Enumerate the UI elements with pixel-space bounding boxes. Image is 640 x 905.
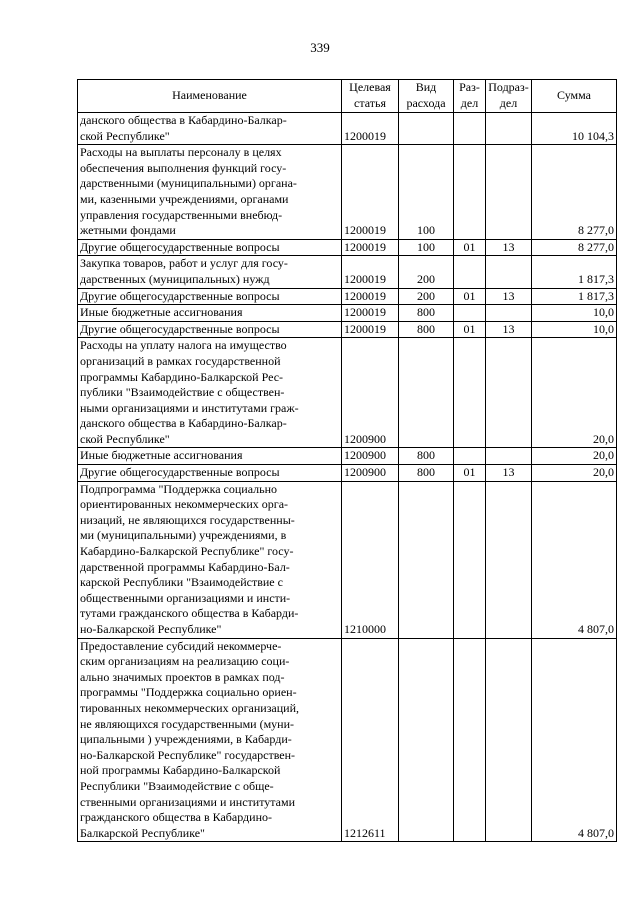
- row-type: 100: [399, 145, 454, 240]
- row-type: 800: [399, 305, 454, 322]
- row-target: 1210000: [342, 481, 399, 638]
- row-target: 1200900: [342, 338, 399, 448]
- header-section: Раз- дел: [454, 80, 486, 113]
- row-subsection: [486, 305, 532, 322]
- row-target: 1200019: [342, 305, 399, 322]
- row-section: 01: [454, 321, 486, 338]
- table-row: [78, 321, 617, 338]
- row-name: [78, 145, 342, 240]
- budget-table: [77, 79, 617, 842]
- row-section: [454, 256, 486, 288]
- header-type: Вид расхода: [399, 80, 454, 113]
- row-name-line: гражданского общества в Кабардино-: [80, 810, 272, 825]
- row-target: 1200019: [342, 256, 399, 288]
- table-row: [78, 145, 617, 240]
- row-name: [78, 465, 342, 482]
- table-row: [78, 239, 617, 256]
- row-sum: 8 277,0: [532, 145, 617, 240]
- row-name: [78, 338, 342, 448]
- row-name: [78, 239, 342, 256]
- table-row: [78, 113, 617, 145]
- row-name-line: Кабардино-Балкарской Республике" госу-: [80, 544, 294, 559]
- row-name: [78, 481, 342, 638]
- row-section: 01: [454, 239, 486, 256]
- row-subsection: [486, 113, 532, 145]
- row-name-line: Другие общегосударственные вопросы: [80, 465, 280, 480]
- row-name-line: общественными организациями и инсти-: [80, 590, 291, 605]
- row-name-line: Другие общегосударственные вопросы: [80, 239, 280, 254]
- row-type: 200: [399, 256, 454, 288]
- row-section: [454, 338, 486, 448]
- row-subsection: [486, 338, 532, 448]
- row-name-line: тутами гражданского общества в Кабарди-: [80, 606, 299, 621]
- row-name: [78, 305, 342, 322]
- row-sum: 8 277,0: [532, 239, 617, 256]
- row-name-line: дарственных (муниципальных) нужд: [80, 271, 270, 286]
- row-name-line: Расходы на выплаты персоналу в целях: [80, 145, 282, 160]
- row-sum: 20,0: [532, 465, 617, 482]
- row-sum: 20,0: [532, 338, 617, 448]
- page-number: 339: [310, 40, 330, 55]
- row-section: [454, 481, 486, 638]
- row-subsection: 13: [486, 239, 532, 256]
- row-name-line: жетными фондами: [80, 223, 176, 238]
- row-name-line: Закупка товаров, работ и услуг для госу-: [80, 256, 288, 271]
- row-name-line: Балкарской Республике": [80, 825, 205, 840]
- table-row: [78, 305, 617, 322]
- row-sum: 1 817,3: [532, 256, 617, 288]
- header-target: Целевая статья: [342, 80, 399, 113]
- row-name-line: тированных некоммерческих организаций,: [80, 700, 300, 715]
- row-name: [78, 638, 342, 842]
- row-type: 800: [399, 448, 454, 465]
- row-subsection: 13: [486, 321, 532, 338]
- header-sum: Сумма: [532, 80, 617, 113]
- row-name: [78, 448, 342, 465]
- row-name-line: обеспечения выполнения функций госу-: [80, 160, 287, 175]
- row-target: 1200019: [342, 321, 399, 338]
- row-name-line: публики "Взаимодействие с обществен-: [80, 385, 285, 400]
- row-target: 1200019: [342, 288, 399, 305]
- table-row: [78, 465, 617, 482]
- row-name: [78, 113, 342, 145]
- row-name-line: ским организациям на реализацию соци-: [80, 654, 290, 669]
- row-name-line: управления государственными внебюд-: [80, 207, 283, 222]
- row-name-line: ными организациями и институтами граж-: [80, 400, 299, 415]
- row-section: [454, 305, 486, 322]
- row-type: [399, 638, 454, 842]
- table-row: [78, 448, 617, 465]
- row-sum: 10,0: [532, 321, 617, 338]
- row-name-line: программы Кабардино-Балкарской Рес-: [80, 369, 284, 384]
- row-name-line: Предоставление субсидий некоммерче-: [80, 638, 282, 653]
- row-name-line: Другие общегосударственные вопросы: [80, 321, 280, 336]
- row-subsection: [486, 481, 532, 638]
- row-section: [454, 113, 486, 145]
- row-name: [78, 288, 342, 305]
- row-name-line: организаций в рамках государственной: [80, 353, 281, 368]
- row-name-line: не являющихся государственными (муни-: [80, 716, 295, 731]
- row-name-line: Республики "Взаимодействие с обще-: [80, 778, 274, 793]
- row-target: 1200019: [342, 113, 399, 145]
- table-header-row: [78, 80, 617, 113]
- row-sum: 4 807,0: [532, 481, 617, 638]
- row-name-line: но-Балкарской Республике": [80, 622, 222, 636]
- row-name-line: программы "Поддержка социально ориен-: [80, 685, 297, 700]
- row-type: [399, 481, 454, 638]
- row-sum: 10 104,3: [532, 113, 617, 145]
- row-sum: 4 807,0: [532, 638, 617, 842]
- row-target: 1200900: [342, 465, 399, 482]
- row-subsection: 13: [486, 288, 532, 305]
- row-name: [78, 321, 342, 338]
- table-row: [78, 638, 617, 842]
- row-sum: 10,0: [532, 305, 617, 322]
- row-name-line: Иные бюджетные ассигнования: [80, 305, 243, 320]
- row-section: [454, 145, 486, 240]
- table-row: [78, 256, 617, 288]
- row-name-line: ально значимых проектов в рамках под-: [80, 669, 285, 684]
- row-type: 800: [399, 465, 454, 482]
- row-name-line: Подпрограмма "Поддержка социально: [80, 481, 278, 496]
- row-name-line: Расходы на уплату налога на имущество: [80, 338, 287, 353]
- row-name-line: низаций, не являющихся государственны-: [80, 512, 295, 527]
- row-name-line: ми (муниципальными) учреждениями, в: [80, 528, 287, 543]
- row-name-line: Иные бюджетные ассигнования: [80, 448, 243, 463]
- row-name-line: ской Республике": [80, 431, 170, 446]
- row-subsection: [486, 256, 532, 288]
- row-subsection: [486, 638, 532, 842]
- row-name-line: ственными организациями и институтами: [80, 794, 296, 809]
- header-subsection: Подраз- дел: [486, 80, 532, 113]
- table-row: [78, 481, 617, 638]
- row-name-line: Другие общегосударственные вопросы: [80, 288, 280, 303]
- row-type: 100: [399, 239, 454, 256]
- row-name-line: дарственной программы Кабардино-Бал-: [80, 559, 290, 574]
- row-target: 1200019: [342, 239, 399, 256]
- row-section: [454, 638, 486, 842]
- row-subsection: 13: [486, 465, 532, 482]
- table-row: [78, 288, 617, 305]
- row-sum: 20,0: [532, 448, 617, 465]
- row-target: 1200019: [342, 145, 399, 240]
- row-name-line: дарственными (муниципальными) органа-: [80, 176, 297, 191]
- row-name-line: ориентированных некоммерческих орга-: [80, 497, 289, 512]
- row-type: 800: [399, 321, 454, 338]
- row-section: 01: [454, 465, 486, 482]
- row-name-line: но-Балкарской Республике" государствен-: [80, 747, 296, 762]
- row-name-line: ципальными ) учреждениями, в Кабарди-: [80, 732, 292, 747]
- row-name: [78, 256, 342, 288]
- row-target: 1212611: [342, 638, 399, 842]
- row-name-line: данского общества в Кабардино-Балкар-: [80, 416, 287, 431]
- row-target: 1200900: [342, 448, 399, 465]
- row-name-line: карской Республики "Взаимодействие с: [80, 575, 283, 590]
- row-subsection: [486, 145, 532, 240]
- row-name-line: ной программы Кабардино-Балкарской: [80, 763, 281, 778]
- row-name-line: данского общества в Кабардино-Балкар-: [80, 113, 287, 127]
- table-row: [78, 338, 617, 448]
- header-name: Наименование: [78, 80, 342, 113]
- row-section: [454, 448, 486, 465]
- row-subsection: [486, 448, 532, 465]
- row-type: 200: [399, 288, 454, 305]
- row-type: [399, 113, 454, 145]
- row-name-line: ской Республике": [80, 128, 170, 143]
- row-type: [399, 338, 454, 448]
- row-name-line: ми, казенными учреждениями, органами: [80, 191, 289, 206]
- row-section: 01: [454, 288, 486, 305]
- row-sum: 1 817,3: [532, 288, 617, 305]
